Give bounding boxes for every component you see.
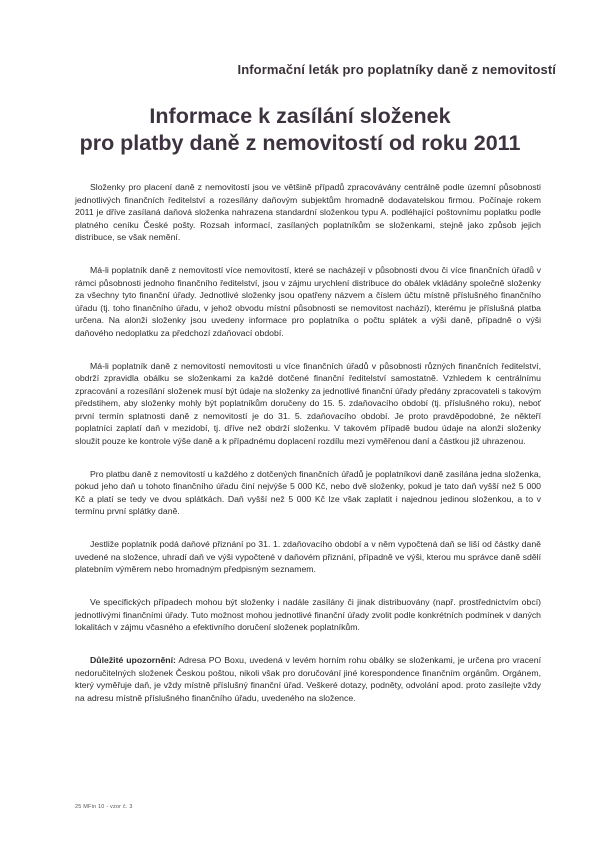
paragraph-payment-installments: Pro platbu daně z nemovitostí u každého z dotčených finančních úřadů je poplatníkovi daně zasílána jedna složenka, pokud jeho daň u tohoto finančního úřadu činí nejvýše 5 000 Kč, nebo dvě složenky, pokud je tato daň vyšší než 5 000 Kč a platí se tedy ve dvou splátkách. Daň vyšší než 5 000 Kč lze však zaplatit i najednou jedinou složenkou, a to v termínu první splátky daně. [75, 468, 541, 516]
important-notice-text: Adresa PO Boxu, uvedená v levém horním rohu obálky se složenkami, je určena pro vracení nedoručitelných složenek Českou poštou, nikoli však pro doručování jiné korespondence finančním orgánům. Orgánem, který vyměřuje daň, je vždy místně příslušný finanční úřad. Veškeré dotazy, podněty, odvolání apod. proto zasílejte vždy na adresu místně příslušného finančního úřadu, uvedeného na složence. [75, 655, 541, 703]
important-notice-label: Důležité upozornění: [90, 655, 176, 665]
paragraph-specific-cases: Ve specifických případech mohou být složenky i nadále zasílány či jinak distribuovány (např. prostřednictvím obcí) jednotlivými finančními úřady. Tuto možnost mohou jednotlivé finanční úřady zvolit podle konkrétních podmínek v daných lokalitách v zájmu včasného a efektivního doručení složenek poplatníkům. [75, 597, 541, 632]
form-code: 25 MFin 10 - vzor č. 3 [75, 804, 133, 810]
leaflet-subtitle: Informační leták pro poplatníky daně z nemovitostí [237, 62, 556, 77]
paragraph-multiple-offices: Má-li poplatník daně z nemovitostí více nemovitostí, které se nacházejí v působnosti dvou či více finančních úřadů v rámci působnosti jednoho finančního ředitelství, jsou v zájmu urychlení distribuce do obálek vkládány společně složenky za všechny tyto finanční úřady. Jednotlivé složenky jsou opatřeny názvem a číslem účtu místně příslušného finančního úřadu (tj. toho finančního úřadu, v jehož obvodu místní působnosti se nemovitost nachází), kterému je příslušná platba určena. Na alonži složenky jsou uvedeny informace pro poplatníka o počtu splátek a výši daně, případně o výši daňového nedoplatku za předchozí zdaňovací období. [75, 265, 541, 338]
page-title [0, 103, 600, 157]
paragraph-multiple-directorates: Má-li poplatník daně z nemovitostí nemovitosti u více finančních úřadů v působnosti různých finančních ředitelství, obdrží zpravidla obálku se složenkami za každé dotčené finanční ředitelství samostatně. Vzhledem k centrálnímu zpracování a rozesílání složenek musí být údaje na složenky za jednotlivé finanční úřady předány zpracovateli s takovým předstihem, aby složenky mohly být poplatníkům doručeny do 15. 5. zdaňovacího období (tj. příslušného roku), neboť první termín splatnosti daně z nemovitostí je do 31. 5. zdaňovacího období. Je proto pravděpodobné, že někteří poplatníci zaplatí daň v mezidobí, tj. dříve než obdrží složenku. V takovém případě budou údaje na alonži složenky sloužit pouze ke kontrole výše daně a k případnému doplacení rozdílu mezi vyměřenou daní a částkou již uhrazenou. [75, 360, 541, 446]
paragraph-intro: Složenky pro placení daně z nemovitostí jsou ve většině případů zpracovávány centrálně podle územní působnosti jednotlivých finančních ředitelství a rozesílány daňovým subjektům hromadně dodavatelskou firmou. Počínaje rokem 2011 je dříve zasílaná daňová složenka nahrazena standardní složenkou typu A. podléhající poštovnímu poplatku podle platného ceníku České pošty. Rozsah informací, zasílaných poplatníkům se složenkami, stejně jako způsob jejich distribuce, se však nemění. [75, 182, 541, 242]
page-title-line-1: Informace k zasílání složenek [149, 104, 451, 128]
document-body [75, 181, 541, 704]
important-notice [75, 654, 541, 704]
page-title-line-2: pro platby daně z nemovitostí od roku 2011 [79, 131, 521, 155]
paragraph-tax-return: Jestliže poplatník podá daňové přiznání po 31. 1. zdaňovacího období a v něm vypočtená daň se liší od částky daně uvedené na složence, uhradí daň ve výši vypočtené v daňovém přiznání, případně ve výši, kterou mu správce daně sdělí platebním výměrem nebo hromadným předpisným seznamem. [75, 539, 541, 574]
